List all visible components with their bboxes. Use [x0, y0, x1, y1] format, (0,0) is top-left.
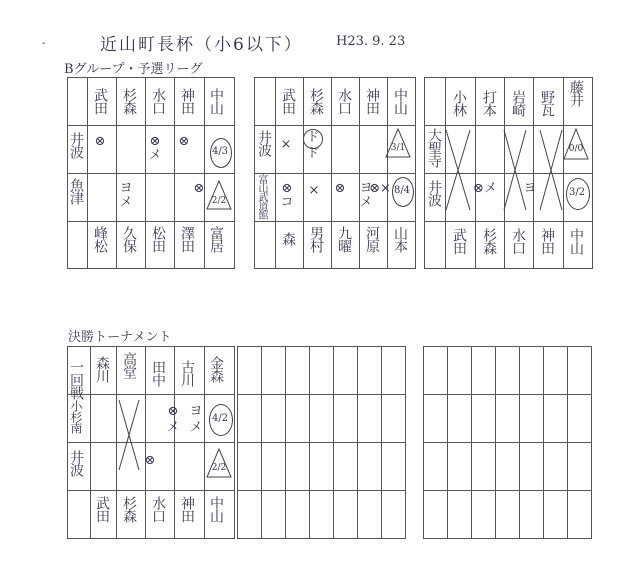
- col-header: 藤井: [568, 80, 584, 106]
- match-mark: ⊗メ: [166, 404, 180, 435]
- score: 8/4: [393, 185, 411, 196]
- score: 4/2: [211, 413, 229, 424]
- row-header: 井波: [68, 132, 84, 158]
- match-mark: ⊗メ: [473, 181, 497, 196]
- round-label: 一回戦: [68, 360, 84, 399]
- match-mark: ⊗: [178, 134, 190, 149]
- col-header: 古川: [179, 360, 195, 386]
- row-header: 小杉南: [69, 400, 83, 433]
- opponent-name: 水口: [150, 496, 166, 522]
- col-header: 水口: [150, 88, 166, 114]
- col-header: 岩崎: [510, 90, 526, 116]
- score: 2/2: [211, 463, 227, 473]
- row-header: 井波: [68, 450, 84, 476]
- opponent-name: 男村: [308, 226, 324, 252]
- match-mark: ヨメ: [189, 404, 203, 435]
- col-header: 中山: [208, 88, 224, 114]
- col-header: 金森: [208, 356, 224, 382]
- knockout-label: 決勝トーナメント: [68, 330, 172, 345]
- col-header: 杉森: [121, 88, 137, 114]
- opponent-name: 山本: [392, 226, 408, 252]
- match-mark: ×: [308, 183, 320, 198]
- row-header: 魚津: [68, 178, 84, 204]
- col-header: 高堂: [121, 352, 137, 378]
- score: 4/3: [211, 146, 229, 157]
- col-header: 武田: [280, 88, 296, 114]
- opponent-name: 河原: [364, 226, 380, 252]
- opponent-name: 神田: [539, 228, 555, 254]
- match-mark: ⊗: [94, 134, 106, 149]
- match-mark: ⊗: [144, 453, 156, 468]
- match-mark: ⊗メ: [148, 134, 162, 163]
- col-header: 小林: [451, 90, 467, 116]
- opponent-name: 富居: [208, 226, 224, 252]
- col-header: 田中: [150, 360, 166, 386]
- score: 2/2: [211, 196, 227, 206]
- score: 0/0: [568, 144, 584, 154]
- col-header: 神田: [364, 88, 380, 114]
- row-header: 富山武道館: [256, 174, 267, 219]
- row-header: 井波: [256, 130, 272, 156]
- empty-table-2: [237, 346, 406, 539]
- match-mark: ヨメ: [119, 181, 133, 210]
- col-header: 森川: [94, 356, 110, 382]
- opponent-name: 中山: [568, 228, 584, 254]
- empty-table-3: [423, 346, 592, 539]
- col-header: 水口: [336, 88, 352, 114]
- group-label: Bグループ・予選リーグ: [64, 62, 203, 77]
- opponent-name: 峰松: [92, 226, 108, 252]
- opponent-name: 澤田: [179, 226, 195, 252]
- match-mark: ⊗: [193, 181, 205, 196]
- col-header: 武田: [92, 88, 108, 114]
- page-title: 近山町長杯（小6以下）: [100, 35, 303, 55]
- match-mark: ⊗コ: [280, 181, 294, 210]
- opponent-name: 武田: [451, 228, 467, 254]
- cell-circle: [303, 129, 323, 149]
- match-mark: ⊗: [334, 181, 346, 196]
- opponent-name: 杉森: [121, 496, 137, 522]
- opponent-name: 水口: [510, 228, 526, 254]
- opponent-name: 松田: [150, 226, 166, 252]
- opponent-name: 武田: [94, 496, 110, 522]
- opponent-name: 九曜: [336, 226, 352, 252]
- score: 3/1: [390, 143, 406, 153]
- opponent-name: 中山: [208, 496, 224, 522]
- match-mark: ヨメ: [359, 181, 373, 210]
- col-header: 中山: [392, 88, 408, 114]
- col-header: 神田: [179, 88, 195, 114]
- dot-mark: -: [42, 38, 46, 49]
- col-header: 野瓦: [539, 90, 555, 116]
- row-header: 大聖寺: [426, 128, 442, 167]
- match-mark: ヨ: [523, 181, 537, 196]
- match-mark: ×: [280, 137, 292, 152]
- col-header: 打本: [481, 90, 497, 116]
- opponent-name: 森: [280, 232, 296, 245]
- opponent-name: 久保: [121, 226, 137, 252]
- opponent-name: 神田: [179, 496, 195, 522]
- date: H23. 9. 23: [336, 34, 406, 49]
- score: 3/2: [568, 187, 586, 198]
- opponent-name: 杉森: [481, 228, 497, 254]
- match-mark: ⊗×: [369, 181, 391, 196]
- col-header: 杉森: [308, 88, 324, 114]
- match-mark: ドド: [306, 130, 320, 161]
- row-header: 井波: [426, 180, 442, 206]
